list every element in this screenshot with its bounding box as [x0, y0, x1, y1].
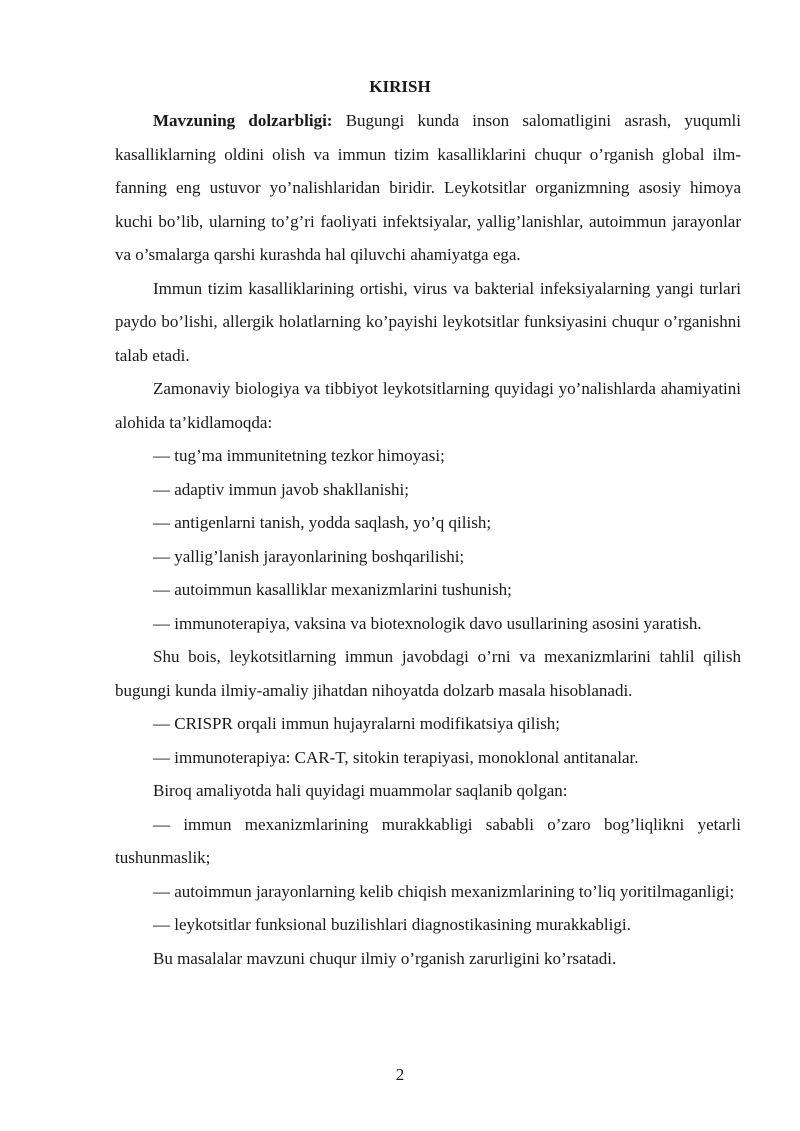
page-number: 2: [395, 1065, 405, 1084]
list-item: — immun mexanizmlarining murakkabligi sababli o’zaro bog’liqlikni yetarli tushunmaslik;: [115, 814, 741, 867]
intro-lead: Mavzuning dolzarbligi:: [153, 111, 333, 130]
list-item: — tug’ma immunitetning tezkor himoyasi;: [153, 446, 445, 465]
intro-paragraph: [115, 104, 741, 272]
paragraph-final: Bu masalalar mavzuni chuqur ilmiy o’rganish zarurligini ko’rsatadi.: [153, 948, 617, 968]
page-title: KIRISH: [369, 77, 431, 96]
list-item: — immunoterapiya: CAR-T, sitokin terapiyasi, monoklonal antitanalar.: [153, 747, 639, 767]
paragraph-immune-diseases: Immun tizim kasalliklarining ortishi, virus va bakterial infeksiyalarning yangi turlari paydo bo’lishi, allergik holatlarning ko’payishi leykotsitlar funksiyasini chuqur o’rganishni talab etadi.: [115, 278, 741, 365]
paragraph-conclusion: Shu bois, leykotsitlarning immun javobdagi o’rni va mexanizmlarini tahlil qilish bugungi kunda ilmiy-amaliy jihatdan nihoyatda dolzarb masala hisoblanadi.: [115, 647, 741, 700]
list-item: — immunoterapiya, vaksina va biotexnologik davo usullarining asosini yaratish.: [153, 613, 702, 633]
paragraph-problems: Biroq amaliyotda hali quyidagi muammolar saqlanib qolgan:: [153, 781, 568, 800]
list-item: — yallig’lanish jarayonlarining boshqarilishi;: [153, 546, 465, 566]
list-item: — adaptiv immun javob shakllanishi;: [153, 479, 409, 499]
list-item: — CRISPR orqali immun hujayralarni modifikatsiya qilish;: [153, 714, 561, 733]
list-item: — antigenlarni tanish, yodda saqlash, yo’q qilish;: [153, 513, 492, 532]
list-item: — autoimmun jarayonlarning kelib chiqish mexanizmlarining to’liq yoritilmaganligi;: [153, 881, 735, 901]
paragraph-modern-biology: Zamonaviy biologiya va tibbiyot leykotsitlarning quyidagi yo’nalishlarda ahamiyatini alohida ta’kidlamoqda:: [115, 379, 741, 432]
document-body: [115, 104, 741, 975]
list-item: — leykotsitlar funksional buzilishlari diagnostikasining murakkabligi.: [153, 915, 631, 934]
intro-text: Bugungi kunda inson salomatligini asrash, yuqumli kasalliklarning oldini olish va immun tizim kasalliklarini chuqur o’rganish global ilm-fanning eng ustuvor yo’nalishlaridan biridir. Leykotsitlar organizmning asosiy himoya kuchi bo’lib, ularning to’g’ri faoliyati infektsiyalar, yallig’lanishlar, autoimmun jarayonlar va o’smalarga qarshi kurashda hal qiluvchi ahamiyatga ega.: [115, 111, 741, 264]
list-item: — autoimmun kasalliklar mexanizmlarini tushunish;: [153, 580, 512, 599]
